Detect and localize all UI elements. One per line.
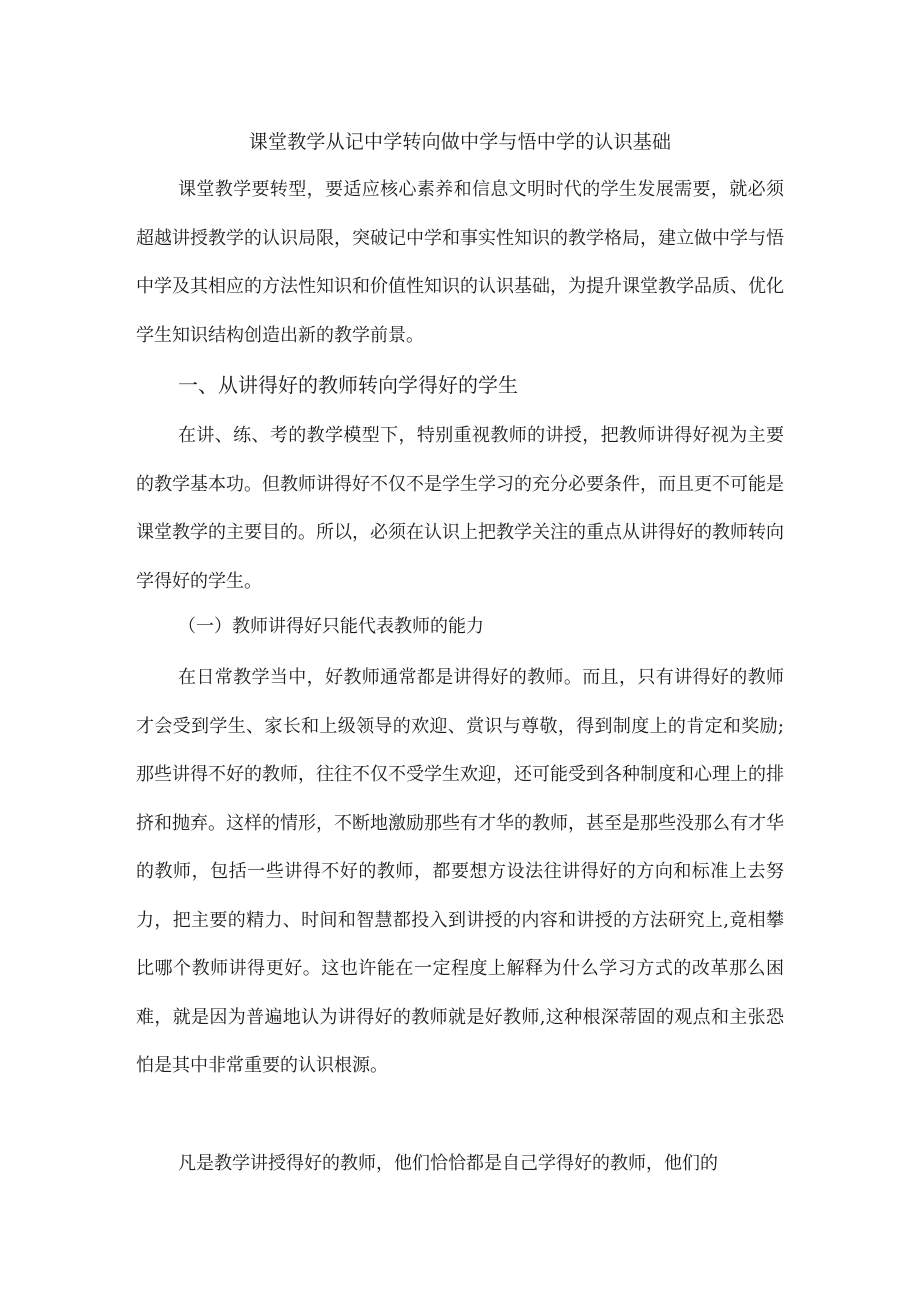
section-heading: 一、从讲得好的教师转向学得好的学生	[178, 373, 518, 397]
body-paragraph-continued: 凡是教学讲授得好的教师，他们恰恰都是自己学得好的教师，他们的	[178, 1153, 718, 1174]
section-paragraph: 在讲、练、考的教学模型下，特别重视教师的讲授，把教师讲得好视为主要的教学基本功。但教师讲得好不仅不是学生学习的充分必要条件，而且更不可能是课堂教学的主要目的。所以，必须在认识上把教学关注的重点从讲得好的教师转向学得好的学生。	[136, 425, 784, 592]
document-title: 课堂教学从记中学转向做中学与悟中学的认识基础	[248, 131, 672, 153]
intro-paragraph: 课堂教学要转型，要适应核心素养和信息文明时代的学生发展需要，就必须超越讲授教学的认识局限，突破记中学和事实性知识的教学格局，建立做中学与悟中学及其相应的方法性知识和价值性知识的认识基础，为提升课堂教学品质、优化学生知识结构创造出新的教学前景。	[136, 179, 784, 346]
subsection-heading: （一）教师讲得好只能代表教师的能力	[178, 616, 484, 637]
body-paragraph: 在日常教学当中，好教师通常都是讲得好的教师。而且，只有讲得好的教师才会受到学生、家长和上级领导的欢迎、赏识与尊敬，得到制度上的肯定和奖励;那些讲得不好的教师，往往不仅不受学生欢迎，还可能受到各种制度和心理上的排挤和抛弃。这样的情形，不断地激励那些有才华的教师，甚至是那些没那么有才华的教师，包括一些讲得不好的教师，都要想方设法往讲得好的方向和标准上去努力，把主要的精力、时间和智慧都投入到讲授的内容和讲授的方法研究上,竟相攀比哪个教师讲得更好。这也许能在一定程度上解释为什么学习方式的改革那么困难，就是因为普遍地认为讲得好的教师就是好教师,这种根深蒂固的观点和主张恐怕是其中非常重要的认识根源。	[136, 667, 784, 1076]
